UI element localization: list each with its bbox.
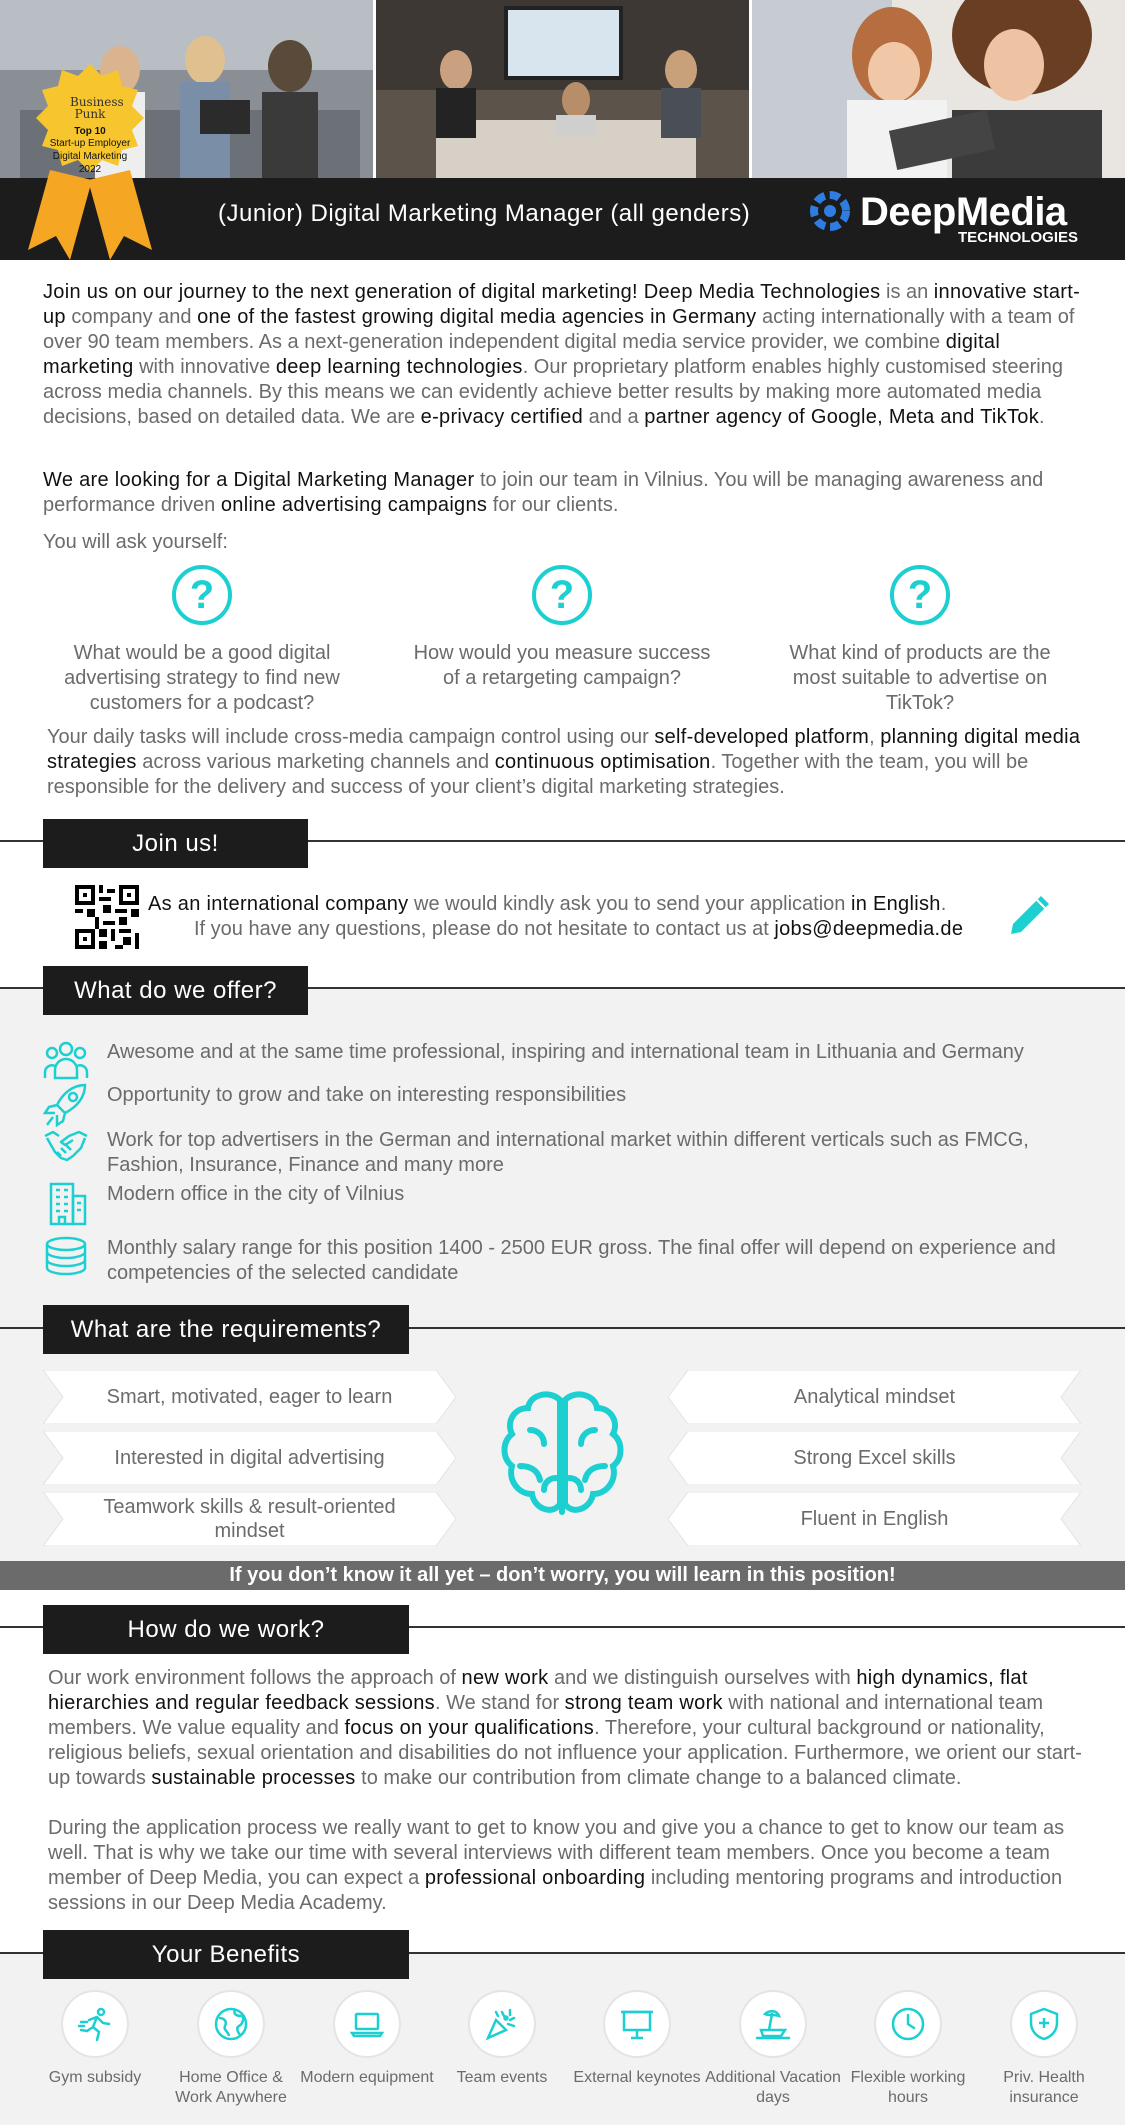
hero-photo-colleagues-tablet [752, 0, 1125, 180]
logo-name: DeepMedia [860, 190, 1067, 234]
benefit-gym-subsidy [27, 1992, 163, 2088]
highlighted-text: partner agency of Google, Meta and TikTok [644, 406, 1039, 428]
highlighted-text: We are looking for a Digital Marketing Manager [43, 469, 475, 491]
body-text: for our clients. [487, 494, 619, 516]
badge-line2: Start-up Employer [49, 138, 131, 149]
body-text: company and [65, 306, 198, 328]
highlighted-text: professional onboarding [424, 1867, 646, 1889]
body-text: . Together with the team, you will be responsible for the delivery and success of your client’s digital marketing strategies. [47, 751, 1029, 798]
daily-tasks-paragraph [47, 725, 1087, 800]
qr-code-icon[interactable] [75, 885, 139, 949]
requirement-text: Strong Excel skills [793, 1447, 956, 1469]
question-mark-icon: ? [172, 565, 232, 625]
badge-rank: Top 10 [74, 126, 106, 137]
work-environment-paragraph [48, 1666, 1088, 1791]
body-text: to make our contribution from climate change to a balanced climate. [355, 1767, 962, 1789]
body-text: and a [583, 406, 645, 428]
body-text: , [869, 726, 881, 748]
question-text: How would you measure success of a retargeting campaign? [413, 642, 711, 689]
highlighted-text: strong team work [564, 1692, 723, 1714]
logo-subtitle: TECHNOLOGIES [957, 229, 1078, 246]
body-text: with innovative [133, 356, 276, 378]
offer-text: Opportunity to grow and take on interesting responsibilities [107, 1084, 627, 1106]
body-text: During the application process we really want to get to know you and give you a chance to get to know our team as well. That is why we take our time with several interviews with different team members. Once you become a team member of Deep Media, you can expect a [48, 1817, 1065, 1889]
job-title: (Junior) Digital Marketing Manager (all genders) [218, 200, 751, 227]
question-card-retargeting [412, 565, 712, 691]
offer-text: Modern office in the city of Vilnius [107, 1183, 405, 1205]
benefit-label: External keynotes [573, 2069, 701, 2086]
badge-brand: Business Punk [70, 95, 124, 121]
question-text: What would be a good digital advertising strategy to find new customers for a podcast? [64, 642, 340, 714]
highlighted-text: planning digital media strategies [47, 726, 1081, 773]
requirement-left-2 [43, 1431, 456, 1485]
section-heading-benefits: Your Benefits [43, 1930, 409, 1979]
presentation-icon [619, 2006, 655, 2042]
highlighted-text: continuous optimisation [494, 751, 711, 773]
benefit-label: Additional Vacation days [705, 2069, 841, 2106]
section-heading-requirements: What are the requirements? [43, 1305, 409, 1354]
highlighted-text: high dynamics, flat hierarchies and regular feedback sessions [48, 1667, 1028, 1714]
benefit-label: Flexible working hours [850, 2069, 966, 2106]
body-text: If you have any questions, please do not hesitate to contact us at [194, 918, 775, 940]
benefit-vacation-days [705, 1992, 841, 2108]
benefit-external-keynotes [569, 1992, 705, 2088]
application-language-note [148, 892, 1008, 917]
body-text: Our work environment follows the approach of [48, 1667, 462, 1689]
contact-note [194, 917, 1024, 942]
body-text: including mentoring programs and introduction sessions in our Deep Media Academy. [48, 1867, 1063, 1914]
company-logo [808, 190, 1088, 246]
badge-year: 2022 [78, 164, 102, 175]
rocket-icon [43, 1083, 89, 1127]
question-card-tiktok [770, 565, 1070, 716]
offer-item-office [43, 1182, 1093, 1226]
requirement-text: Analytical mindset [793, 1386, 956, 1408]
highlighted-text: one of the fastest growing digital media agencies in Germany [197, 306, 757, 328]
section-heading-offer: What do we offer? [43, 966, 308, 1015]
question-mark-icon: ? [532, 565, 592, 625]
body-text: acting internationally with a team of over 90 team members. As a next-generation independent digital media service provider, we combine [43, 306, 1075, 353]
benefit-label: Priv. Health insurance [1003, 2069, 1085, 2106]
requirement-text: Smart, motivated, eager to learn [106, 1386, 393, 1408]
body-text: with national and international team members. We value equality and [48, 1692, 1044, 1739]
award-badge [10, 60, 170, 260]
benefit-flexible-hours [840, 1992, 976, 2108]
body-text: is an [880, 281, 934, 303]
team-icon [43, 1040, 89, 1080]
highlighted-text: As an international company [148, 893, 409, 915]
clock-icon [890, 2006, 926, 2042]
highlighted-text: focus on your qualifications [344, 1717, 595, 1739]
handshake-icon [43, 1128, 89, 1164]
globe-icon [213, 2006, 249, 2042]
body-text: . Our proprietary platform enables highly customised steering across media channels. By this means we can evidently achieve better results by making more automated media decisions, based on detailed data. We are [43, 356, 1063, 428]
offer-item-salary [43, 1236, 1093, 1286]
highlighted-text: digital marketing [43, 331, 1001, 378]
offer-item-growth [43, 1083, 1093, 1127]
brain-icon [500, 1390, 625, 1525]
section-heading-work: How do we work? [43, 1605, 409, 1654]
office-building-icon [43, 1182, 89, 1226]
highlighted-text: Join us on our journey to the next generation of digital marketing! Deep Media Technologies [43, 281, 881, 303]
body-text: Your daily tasks will include cross-media campaign control using our [47, 726, 655, 748]
requirement-text: Teamwork skills & result-oriented mindset [103, 1496, 396, 1542]
highlighted-text: e-privacy certified [420, 406, 584, 428]
beach-icon [755, 2006, 791, 2042]
laptop-icon [349, 2006, 385, 2042]
hero-photo-meeting-room [376, 0, 749, 180]
highlighted-text: online advertising campaigns [220, 494, 488, 516]
requirement-text: Fluent in English [800, 1508, 949, 1530]
confetti-icon [484, 2006, 520, 2042]
body-text: and we distinguish ourselves with [548, 1667, 857, 1689]
ask-yourself-label: You will ask yourself: [43, 531, 228, 553]
body-text: . [940, 893, 947, 915]
highlighted-text: innovative start-up [43, 281, 1081, 328]
benefit-health-insurance [976, 1992, 1112, 2108]
offer-text: Work for top advertisers in the German and international market within different verticals such as FMCG, Fashion, Insurance, Finance and many more [107, 1129, 1029, 1176]
highlighted-text: jobs@deepmedia.de [774, 918, 964, 940]
learn-banner: If you don’t know it all yet – don’t worry, you will learn in this position! [0, 1561, 1125, 1590]
shield-icon [1026, 2006, 1062, 2042]
requirement-right-3 [668, 1492, 1081, 1546]
body-text: . We stand for [434, 1692, 565, 1714]
requirement-right-1 [668, 1370, 1081, 1424]
pencil-icon[interactable] [1005, 890, 1055, 940]
offer-text: Awesome and at the same time professional, inspiring and international team in Lithuania and Germany [107, 1041, 1024, 1063]
benefit-label: Modern equipment [300, 2069, 434, 2086]
runner-icon [77, 2006, 113, 2042]
benefit-team-events [434, 1992, 570, 2088]
offer-text: Monthly salary range for this position 1400 - 2500 EUR gross. The final offer will depend on experience and competencies of the selected candidate [107, 1237, 1056, 1284]
offer-item-advertisers [43, 1128, 1093, 1178]
benefit-label: Home Office & Work Anywhere [175, 2069, 287, 2106]
benefit-modern-equipment [299, 1992, 435, 2088]
body-text: . Therefore, your cultural background or nationality, religious beliefs, sexual orientation and disabilities do not influence your application. Furthermore, we orient our start-up towards [48, 1717, 1082, 1789]
highlighted-text: sustainable processes [151, 1767, 356, 1789]
highlighted-text: in English [850, 893, 941, 915]
requirement-left-3 [43, 1492, 456, 1546]
highlighted-text: deep learning technologies [275, 356, 523, 378]
section-heading-join: Join us! [43, 819, 308, 868]
benefit-label: Team events [456, 2069, 548, 2086]
highlighted-text: self-developed platform [654, 726, 870, 748]
question-mark-icon: ? [890, 565, 950, 625]
requirement-left-1 [43, 1370, 456, 1424]
body-text: we would kindly ask you to send your application [408, 893, 851, 915]
intro-paragraph [43, 280, 1083, 430]
highlighted-text: new work [461, 1667, 549, 1689]
badge-line3: Digital Marketing [52, 151, 128, 162]
offer-item-team [43, 1040, 1093, 1080]
body-text: to join our team in Vilnius. You will be managing awareness and performance driven [43, 469, 1044, 516]
coins-icon [43, 1236, 89, 1282]
body-text: across various marketing channels and [136, 751, 495, 773]
role-paragraph [43, 468, 1083, 518]
benefit-home-office [163, 1992, 299, 2108]
body-text: . [1039, 406, 1045, 428]
application-process-paragraph [48, 1816, 1088, 1916]
requirement-text: Interested in digital advertising [114, 1447, 385, 1469]
question-text: What kind of products are the most suitable to advertise on TikTok? [789, 642, 1051, 714]
benefit-label: Gym subsidy [48, 2069, 142, 2086]
question-card-podcast [52, 565, 352, 716]
requirement-right-2 [668, 1431, 1081, 1485]
